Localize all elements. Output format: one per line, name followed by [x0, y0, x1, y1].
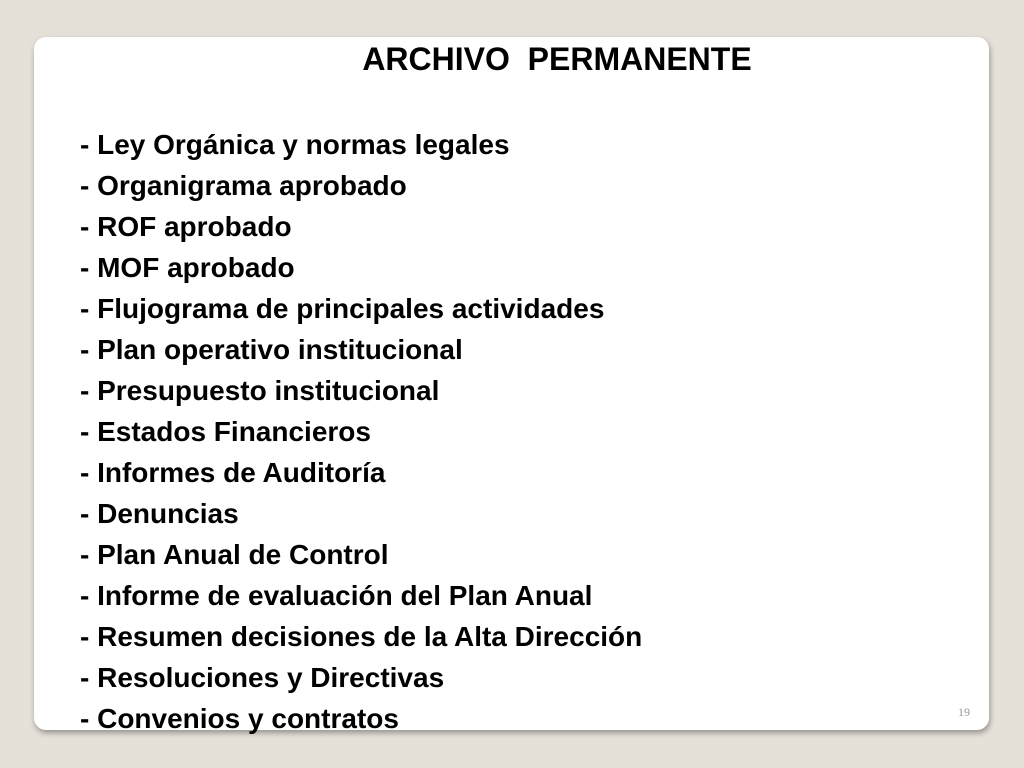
document-list	[80, 124, 642, 739]
list-item: - Organigrama aprobado	[80, 170, 407, 201]
list-item: - Presupuesto institucional	[80, 375, 440, 406]
list-item: - Flujograma de principales actividades	[80, 293, 605, 324]
slide-number: 19	[958, 705, 970, 719]
list-item: - Plan operativo institucional	[80, 334, 463, 365]
list-item: - Denuncias	[80, 498, 239, 529]
list-item: - Informe de evaluación del Plan Anual	[80, 580, 593, 611]
list-item: - MOF aprobado	[80, 252, 295, 283]
list-item: - ROF aprobado	[80, 211, 292, 242]
list-item: - Convenios y contratos	[80, 703, 399, 734]
list-item: - Resoluciones y Directivas	[80, 662, 445, 693]
list-item: - Ley Orgánica y normas legales	[80, 129, 510, 160]
list-item: - Resumen decisiones de la Alta Dirección	[80, 621, 643, 652]
slide-title: ARCHIVO PERMANENTE	[362, 41, 752, 77]
list-item: - Plan Anual de Control	[80, 539, 389, 570]
list-item: - Informes de Auditoría	[80, 457, 386, 488]
list-item: - Estados Financieros	[80, 416, 371, 447]
